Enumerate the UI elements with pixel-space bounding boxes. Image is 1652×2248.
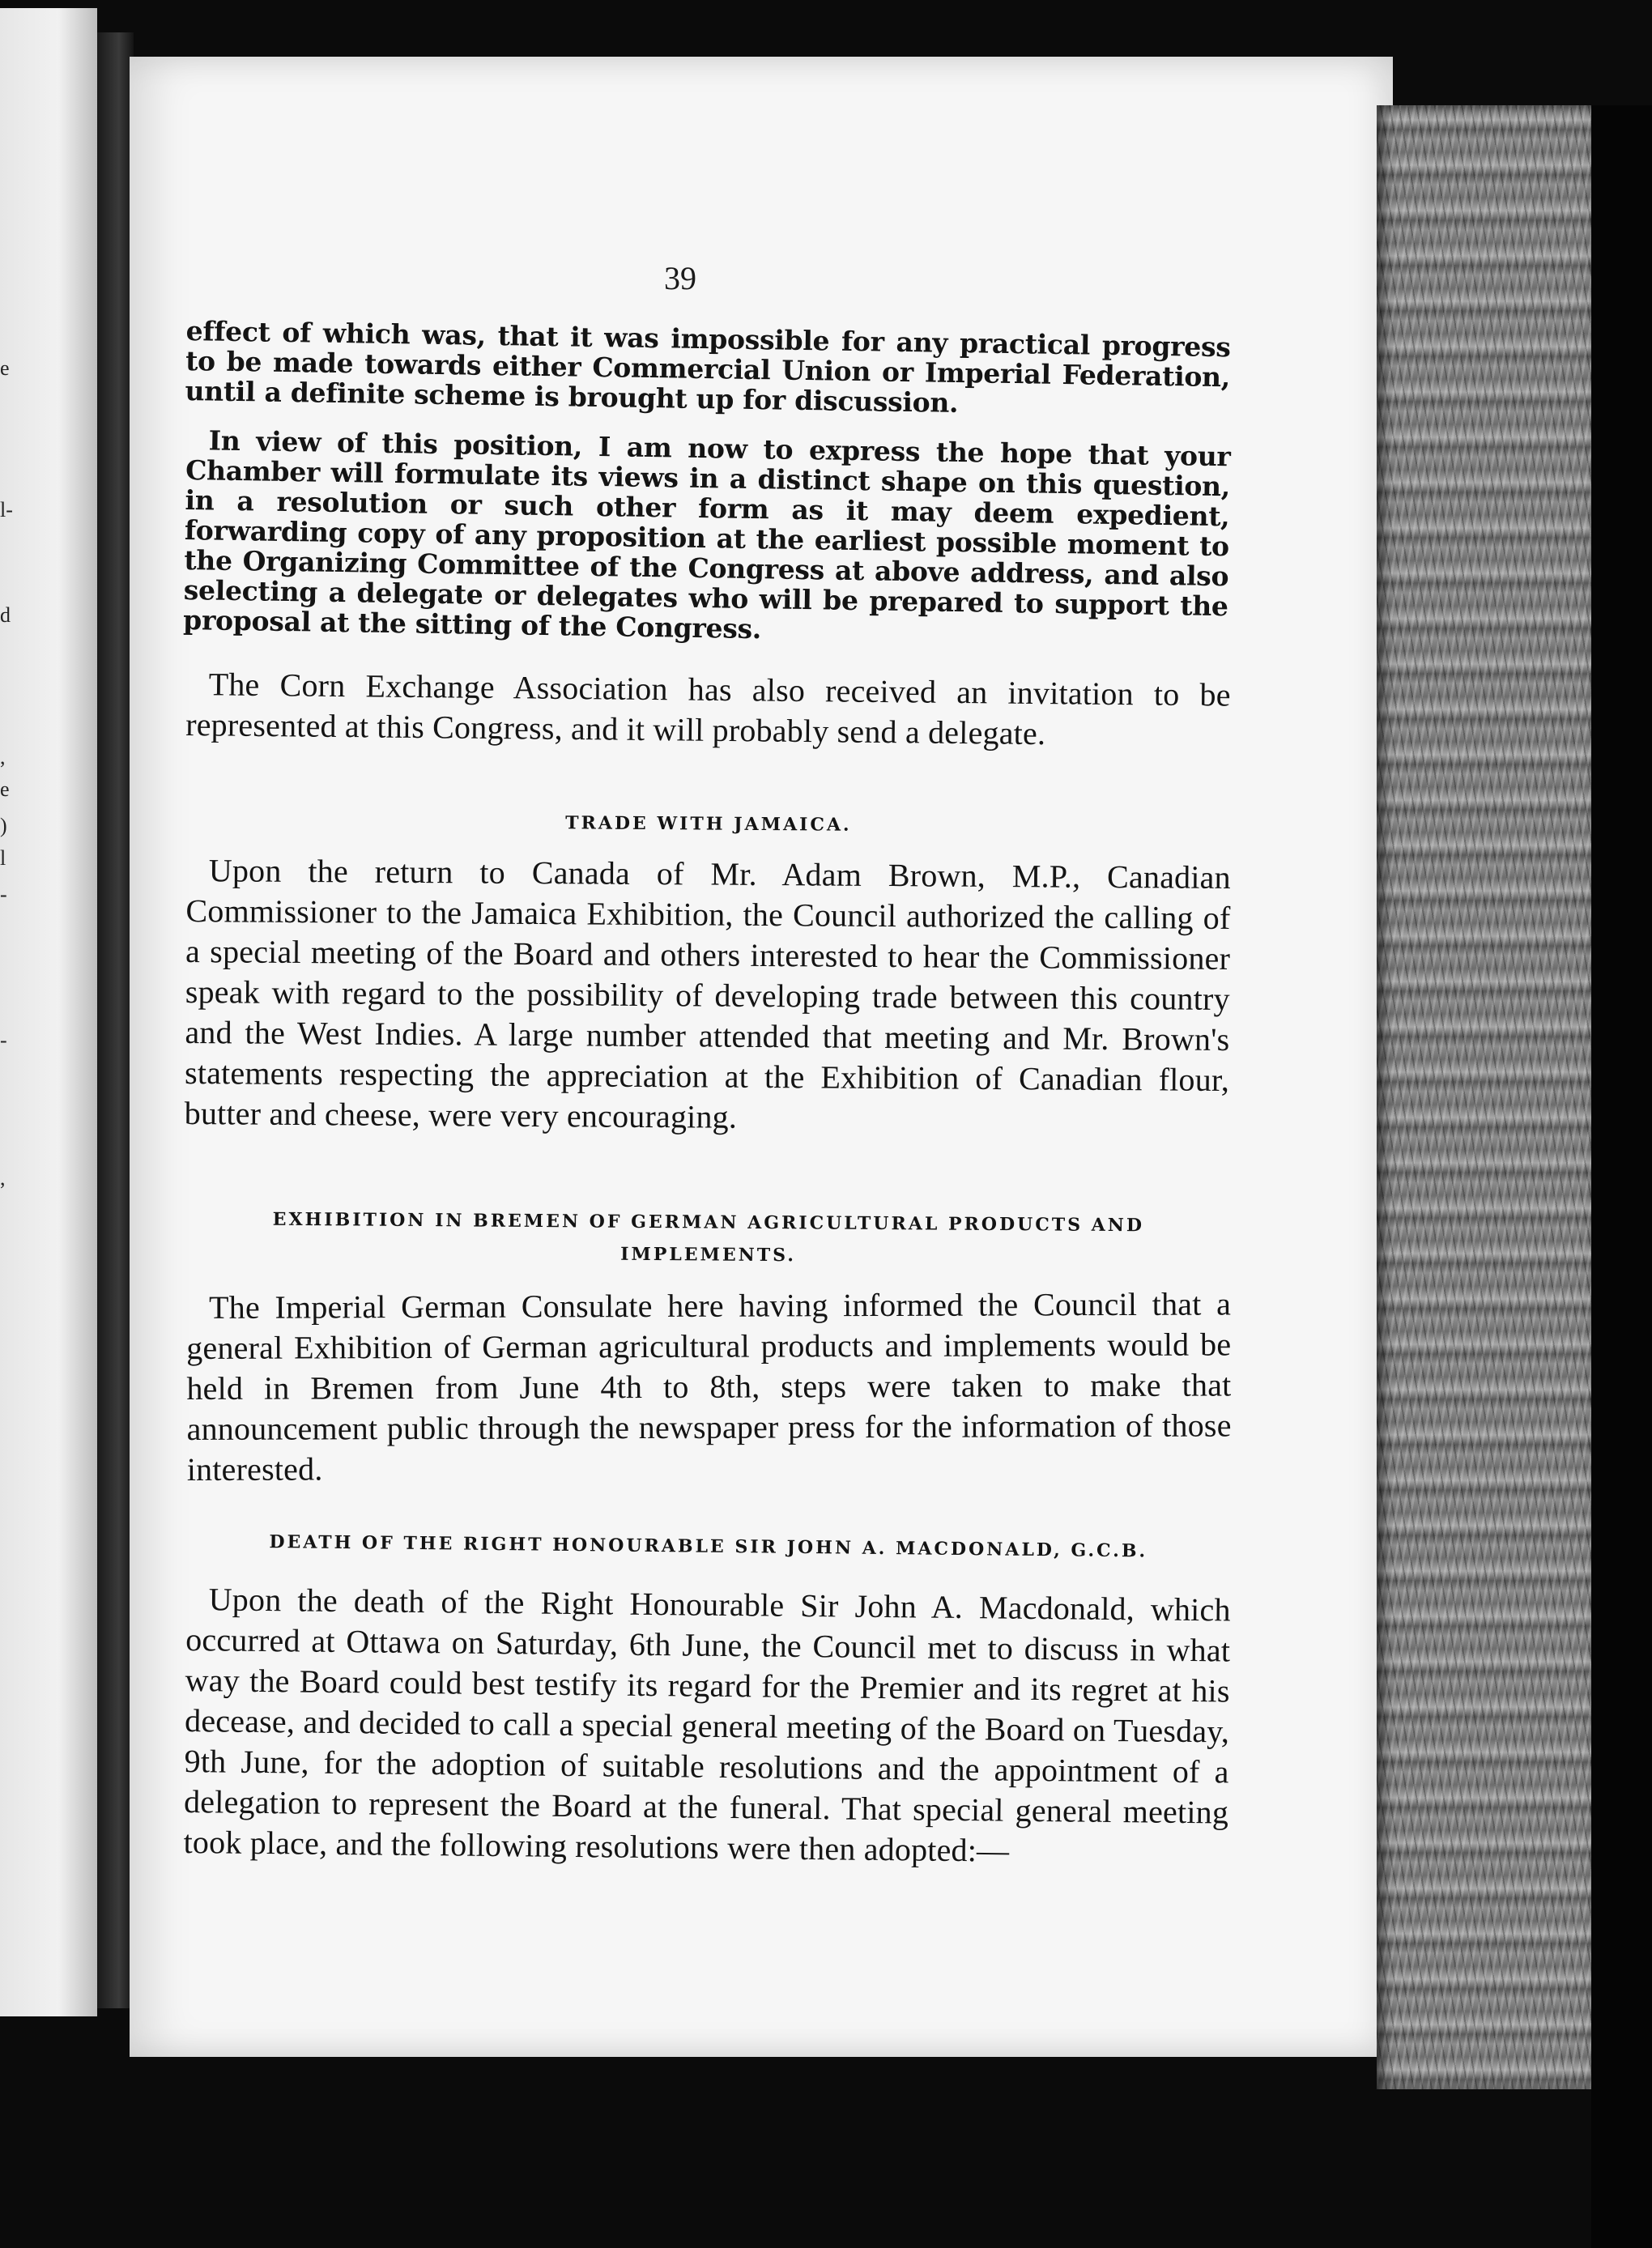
fragment: - xyxy=(0,1028,7,1052)
fragment: l- xyxy=(0,498,13,522)
fragment: ) xyxy=(0,814,7,837)
paragraph-congress-request: In view of this position, I am now to express the hope that your Chamber will formulate its views in a distinct shape on this question, in a resolution or such other form as it may deem expedient, forwarding copy of any proposition at the earliest possible moment to the Organizing Committee of the Congress at above address, and also selecting a delegate or delegates who will be prepared to support the proposal at the sitting of the Congress. xyxy=(182,424,1231,645)
fragment: e xyxy=(0,356,10,380)
marbled-page-edge xyxy=(1377,105,1591,2089)
fragment: d xyxy=(0,603,11,627)
heading-bremen-exhibition: EXHIBITION IN BREMEN OF GERMAN AGRICULTURAL PRODUCTS AND IMPLEMENTS. xyxy=(272,1208,1145,1267)
paragraph-corn-exchange: The Corn Exchange Association has also received an invitation to be represented at this Congress, and it will probably send a delegate. xyxy=(185,666,1231,752)
heading-macdonald: DEATH OF THE RIGHT HONOURABLE SIR JOHN A. MACDONALD, G.C.B. xyxy=(269,1531,1148,1562)
fragment: e xyxy=(0,777,10,801)
fragment: , xyxy=(0,745,6,768)
fragment: , xyxy=(0,1166,6,1190)
heading-trade-with-jamaica: TRADE WITH JAMAICA. xyxy=(565,812,852,836)
page-number: 39 xyxy=(664,260,696,296)
fragment: l xyxy=(0,846,6,870)
background-dark xyxy=(1591,105,1652,2248)
previous-page-edge xyxy=(0,8,97,2016)
book-gutter xyxy=(97,32,134,2008)
paragraph-macdonald: Upon the death of the Right Honourable Sir John A. Macdonald, which occurred at Ottawa on Saturday, 6th June, the Council met to discuss in what way the Board could best testify its regard for the Premier and its regret at his decease, and decided to call a special general meeting of the Board on Tuesday, 9th June, for the adoption of suitable resolutions and the appointment of a delegation to represent the Board at the funeral. That special general meeting took place, and the following resolutions were then adopted:— xyxy=(183,1581,1231,1869)
paragraph-continuation: effect of which was, that it was impossible for any practical progress to be made towards either Commercial Union or Imperial Federation, until a definite scheme is brought up for discussion. xyxy=(185,315,1231,419)
paragraph-jamaica: Upon the return to Canada of Mr. Adam Brown, M.P., Canadian Commissioner to the Jamaica Exhibition, the Council authorized the calling of a special meeting of the Board and others interested to hear the Commissioner speak with regard to the possibility of developing trade between this country and the West Indies. A large number attended that meeting and Mr. Brown's statements respecting the appreciation at the Exhibition of Canadian flour, butter and cheese, were very encouraging. xyxy=(184,852,1231,1135)
previous-page-text-fragments xyxy=(0,8,97,2016)
paragraph-bremen: The Imperial German Consulate here having informed the Council that a general Exhibition of German agricultural products and implements would be held in Bremen from June 4th to 8th, steps were taken to make that announcement public through the newspaper press for the information of those interested. xyxy=(186,1285,1232,1488)
fragment: - xyxy=(0,883,7,906)
